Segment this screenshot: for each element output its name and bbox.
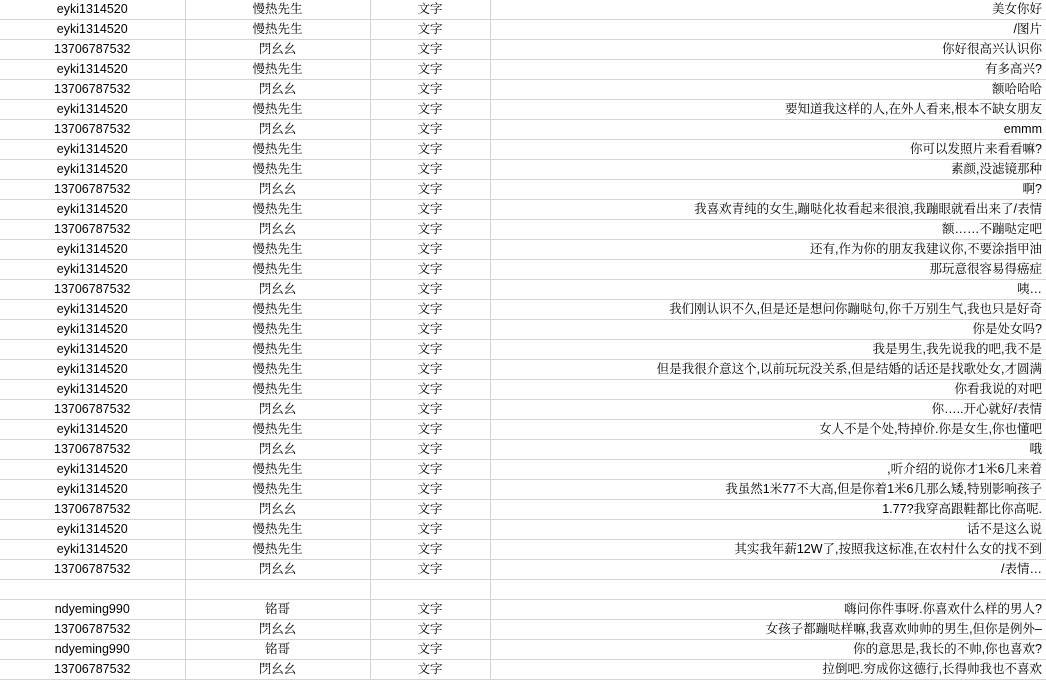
cell-msg-type[interactable]: 文字 [370,260,490,280]
cell-nickname[interactable]: 閁幺幺 [185,80,370,100]
cell-msg-type[interactable]: 文字 [370,520,490,540]
cell-account[interactable] [0,580,185,600]
table-row[interactable] [0,120,1046,140]
cell-nickname[interactable]: 閁幺幺 [185,560,370,580]
table-row[interactable] [0,160,1046,180]
cell-msg-type[interactable]: 文字 [370,640,490,660]
table-row[interactable] [0,260,1046,280]
cell-account[interactable]: eyki1314520 [0,240,185,260]
cell-nickname[interactable]: 慢热先生 [185,200,370,220]
cell-account[interactable]: eyki1314520 [0,380,185,400]
cell-nickname[interactable]: 閁幺幺 [185,180,370,200]
cell-msg-type[interactable]: 文字 [370,120,490,140]
cell-message[interactable]: 要知道我这样的人,在外人看来,根本不缺女朋友 [490,100,1046,120]
cell-account[interactable]: eyki1314520 [0,480,185,500]
cell-msg-type[interactable]: 文字 [370,200,490,220]
table-row[interactable] [0,320,1046,340]
cell-account[interactable]: eyki1314520 [0,320,185,340]
cell-account[interactable]: eyki1314520 [0,20,185,40]
cell-msg-type[interactable]: 文字 [370,380,490,400]
cell-nickname[interactable] [185,580,370,600]
table-row[interactable] [0,520,1046,540]
cell-nickname[interactable]: 铭哥 [185,640,370,660]
cell-message[interactable]: 你…..开心就好/表情 [490,400,1046,420]
cell-msg-type[interactable]: 文字 [370,340,490,360]
cell-msg-type[interactable]: 文字 [370,660,490,680]
cell-msg-type[interactable]: 文字 [370,160,490,180]
table-row[interactable] [0,560,1046,580]
cell-account[interactable]: eyki1314520 [0,160,185,180]
table-row[interactable] [0,660,1046,680]
cell-message[interactable]: 我喜欢青纯的女生,蹦哒化妆看起来很浪,我蹦眼就看出来了/表情 [490,200,1046,220]
cell-message[interactable]: 1.77?我穿高跟鞋都比你高呢. [490,500,1046,520]
cell-account[interactable]: eyki1314520 [0,60,185,80]
cell-nickname[interactable]: 慢热先生 [185,460,370,480]
cell-msg-type[interactable]: 文字 [370,400,490,420]
table-row[interactable] [0,340,1046,360]
cell-nickname[interactable]: 慢热先生 [185,300,370,320]
table-row[interactable] [0,200,1046,220]
cell-nickname[interactable]: 慢热先生 [185,520,370,540]
cell-msg-type[interactable]: 文字 [370,220,490,240]
cell-nickname[interactable]: 慢热先生 [185,240,370,260]
cell-account[interactable]: eyki1314520 [0,420,185,440]
cell-nickname[interactable]: 慢热先生 [185,140,370,160]
cell-message[interactable]: 你的意思是,我长的不帅,你也喜欢? [490,640,1046,660]
cell-message[interactable]: 我们刚认识不久,但是还是想问你蹦哒句,你千万别生气,我也只是好奇 [490,300,1046,320]
cell-msg-type[interactable]: 文字 [370,320,490,340]
cell-msg-type[interactable]: 文字 [370,100,490,120]
cell-message[interactable]: 美女你好 [490,0,1046,20]
table-row[interactable] [0,220,1046,240]
cell-msg-type[interactable]: 文字 [370,300,490,320]
table-row[interactable] [0,60,1046,80]
cell-message[interactable]: 那玩意很容易得癌症 [490,260,1046,280]
cell-message[interactable]: 哦 [490,440,1046,460]
cell-msg-type[interactable]: 文字 [370,500,490,520]
cell-message[interactable]: 我虽然1米77不大高,但是你着1米6几那么矮,特别影响孩子 [490,480,1046,500]
cell-message[interactable]: 话不是这么说 [490,520,1046,540]
table-row[interactable] [0,80,1046,100]
cell-account[interactable]: 13706787532 [0,120,185,140]
cell-message[interactable]: /表情… [490,560,1046,580]
table-row[interactable] [0,420,1046,440]
cell-nickname[interactable]: 閁幺幺 [185,220,370,240]
table-row[interactable] [0,40,1046,60]
table-row[interactable] [0,240,1046,260]
table-row[interactable] [0,100,1046,120]
cell-nickname[interactable]: 慢热先生 [185,60,370,80]
cell-msg-type[interactable]: 文字 [370,280,490,300]
table-row[interactable] [0,640,1046,660]
table-row[interactable] [0,620,1046,640]
cell-account[interactable]: 13706787532 [0,280,185,300]
cell-account[interactable]: eyki1314520 [0,360,185,380]
cell-message[interactable]: 啊? [490,180,1046,200]
cell-nickname[interactable]: 慢热先生 [185,380,370,400]
cell-msg-type[interactable]: 文字 [370,620,490,640]
cell-nickname[interactable]: 慢热先生 [185,100,370,120]
cell-msg-type[interactable]: 文字 [370,180,490,200]
cell-message[interactable]: 嗨问你件事呀.你喜欢什么样的男人? [490,600,1046,620]
cell-account[interactable]: 13706787532 [0,400,185,420]
cell-message[interactable]: 有多高兴? [490,60,1046,80]
cell-account[interactable]: 13706787532 [0,660,185,680]
cell-message[interactable]: /图片 [490,20,1046,40]
cell-message[interactable]: 女孩子都蹦哒样嘛,我喜欢帅帅的男生,但你是例外– [490,620,1046,640]
cell-nickname[interactable]: 慢热先生 [185,540,370,560]
cell-message[interactable]: 素颜,没滤镜那种 [490,160,1046,180]
table-row[interactable] [0,140,1046,160]
cell-nickname[interactable]: 慢热先生 [185,360,370,380]
cell-account[interactable]: eyki1314520 [0,460,185,480]
cell-account[interactable]: eyki1314520 [0,0,185,20]
cell-nickname[interactable]: 閁幺幺 [185,620,370,640]
cell-msg-type[interactable]: 文字 [370,480,490,500]
cell-message[interactable]: ,听介绍的说你才1米6几来着 [490,460,1046,480]
cell-message[interactable]: 额哈哈哈 [490,80,1046,100]
table-row[interactable] [0,20,1046,40]
cell-message[interactable]: 但是我很介意这个,以前玩玩没关系,但是结婚的话还是找歌处女,才圆满 [490,360,1046,380]
cell-account[interactable]: ndyeming990 [0,600,185,620]
cell-msg-type[interactable]: 文字 [370,440,490,460]
cell-message[interactable]: 咦… [490,280,1046,300]
cell-msg-type[interactable]: 文字 [370,80,490,100]
table-row[interactable] [0,440,1046,460]
cell-msg-type[interactable]: 文字 [370,460,490,480]
cell-message[interactable]: 拉倒吧.穷成你这德行,长得帅我也不喜欢 [490,660,1046,680]
cell-msg-type[interactable]: 文字 [370,60,490,80]
cell-message[interactable]: 其实我年薪12W了,按照我这标准,在农村什么女的找不到 [490,540,1046,560]
cell-nickname[interactable]: 慢热先生 [185,480,370,500]
table-row[interactable] [0,580,1046,600]
cell-message[interactable]: 额……不蹦哒定吧 [490,220,1046,240]
table-row[interactable] [0,0,1046,20]
cell-nickname[interactable]: 閁幺幺 [185,40,370,60]
cell-account[interactable]: 13706787532 [0,80,185,100]
cell-msg-type[interactable]: 文字 [370,360,490,380]
cell-message[interactable]: 你可以发照片来看看嘛? [490,140,1046,160]
cell-nickname[interactable]: 閁幺幺 [185,400,370,420]
cell-account[interactable]: 13706787532 [0,440,185,460]
cell-nickname[interactable]: 閁幺幺 [185,440,370,460]
table-row[interactable] [0,500,1046,520]
cell-msg-type[interactable]: 文字 [370,240,490,260]
cell-account[interactable]: eyki1314520 [0,200,185,220]
cell-msg-type[interactable]: 文字 [370,560,490,580]
cell-message[interactable] [490,580,1046,600]
cell-nickname[interactable]: 铭哥 [185,600,370,620]
cell-account[interactable]: 13706787532 [0,180,185,200]
cell-account[interactable]: eyki1314520 [0,100,185,120]
table-row[interactable] [0,180,1046,200]
cell-msg-type[interactable]: 文字 [370,40,490,60]
cell-account[interactable]: eyki1314520 [0,300,185,320]
cell-nickname[interactable]: 閁幺幺 [185,660,370,680]
table-row[interactable] [0,480,1046,500]
cell-account[interactable]: 13706787532 [0,620,185,640]
cell-message[interactable]: 你是处女吗? [490,320,1046,340]
cell-msg-type[interactable]: 文字 [370,420,490,440]
cell-message[interactable]: 还有,作为你的朋友我建议你,不要涂指甲油 [490,240,1046,260]
cell-message[interactable]: emmm [490,120,1046,140]
cell-account[interactable]: 13706787532 [0,560,185,580]
cell-nickname[interactable]: 慢热先生 [185,20,370,40]
table-row[interactable] [0,600,1046,620]
cell-nickname[interactable]: 慢热先生 [185,160,370,180]
cell-account[interactable]: eyki1314520 [0,540,185,560]
table-row[interactable] [0,280,1046,300]
table-row[interactable] [0,300,1046,320]
table-row[interactable] [0,400,1046,420]
cell-nickname[interactable]: 閁幺幺 [185,500,370,520]
cell-nickname[interactable]: 慢热先生 [185,0,370,20]
cell-account[interactable]: eyki1314520 [0,260,185,280]
cell-nickname[interactable]: 閁幺幺 [185,120,370,140]
table-row[interactable] [0,460,1046,480]
table-row[interactable] [0,360,1046,380]
cell-nickname[interactable]: 慢热先生 [185,340,370,360]
cell-nickname[interactable]: 慢热先生 [185,260,370,280]
cell-account[interactable]: eyki1314520 [0,340,185,360]
cell-msg-type[interactable]: 文字 [370,20,490,40]
cell-account[interactable]: eyki1314520 [0,140,185,160]
cell-nickname[interactable]: 慢热先生 [185,320,370,340]
cell-msg-type[interactable] [370,580,490,600]
cell-nickname[interactable]: 閁幺幺 [185,280,370,300]
cell-account[interactable]: 13706787532 [0,220,185,240]
cell-nickname[interactable]: 慢热先生 [185,420,370,440]
cell-msg-type[interactable]: 文字 [370,540,490,560]
cell-account[interactable]: 13706787532 [0,40,185,60]
table-row[interactable] [0,540,1046,560]
table-row[interactable] [0,380,1046,400]
cell-account[interactable]: ndyeming990 [0,640,185,660]
cell-account[interactable]: 13706787532 [0,500,185,520]
cell-message[interactable]: 你看我说的对吧 [490,380,1046,400]
cell-account[interactable]: eyki1314520 [0,520,185,540]
cell-message[interactable]: 我是男生,我先说我的吧,我不是 [490,340,1046,360]
cell-msg-type[interactable]: 文字 [370,140,490,160]
cell-msg-type[interactable]: 文字 [370,600,490,620]
cell-message[interactable]: 你好很高兴认识你 [490,40,1046,60]
cell-message[interactable]: 女人不是个处,特掉价.你是女生,你也懂吧 [490,420,1046,440]
cell-msg-type[interactable]: 文字 [370,0,490,20]
